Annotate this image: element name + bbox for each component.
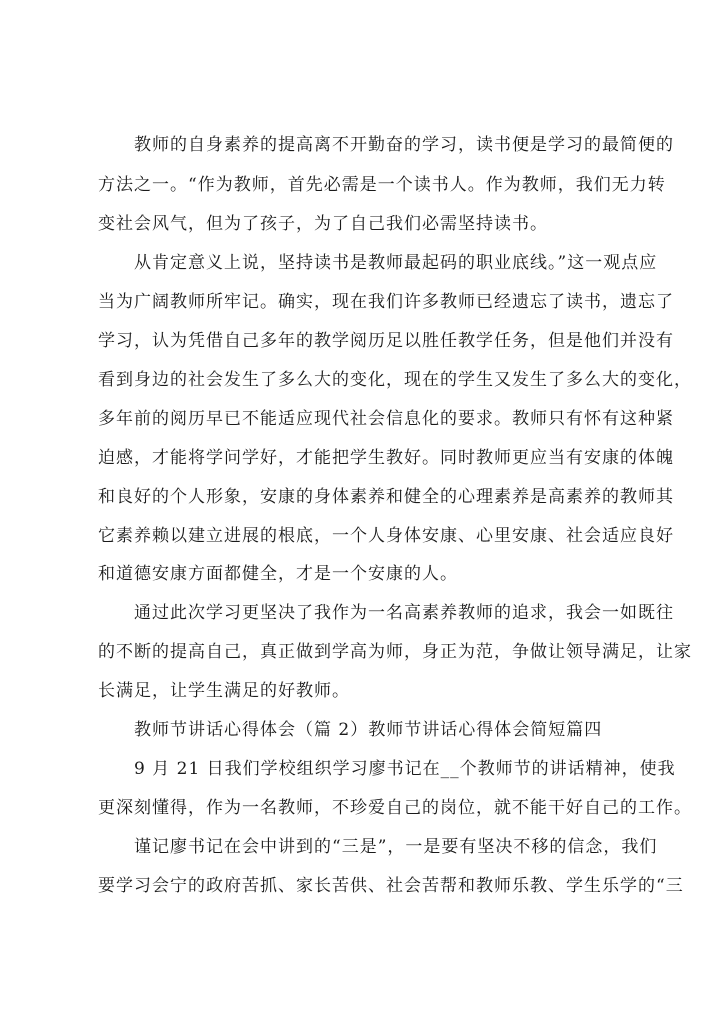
text-line: 长满足，让学生满足的好教师。 [98,681,350,701]
text-line: 多年前的阅历早已不能适应现代社会信息化的要求。教师只有怀有这种紧 [98,409,674,429]
text-line: 谨记廖书记在会中讲到的“三是”，一是要有坚决不移的信念，我们 [134,837,658,857]
text-line: 通过此次学习更坚决了我作为一名高素养教师的追求，我会一如既往 [134,603,674,623]
text-line: 和道德安康方面都健全，才是一个安康的人。 [98,564,458,584]
text-line: 迫感，才能将学问学好，才能把学生教好。同时教师更应当有安康的体魄 [98,448,674,468]
text-line: 教师的自身素养的提高离不开勤奋的学习，读书便是学习的最简便的 [134,135,674,155]
text-line: 它素养赖以建立进展的根底，一个人身体安康、心里安康、社会适应良好 [98,526,674,546]
text-line: 学习，认为凭借自己多年的教学阅历足以胜任教学任务，但是他们并没有 [98,331,674,351]
text-line: 和良好的个人形象，安康的身体素养和健全的心理素养是高素养的教师其 [98,487,674,507]
text-line: 变社会风气，但为了孩子，为了自己我们必需坚持读书。 [98,214,548,234]
text-line: 当为广阔教师所牢记。确实，现在我们许多教师已经遗忘了读书，遗忘了 [98,292,674,312]
text-line: 看到身边的社会发生了多么大的变化，现在的学生又发生了多么大的变化， [98,370,692,390]
text-line: 从肯定意义上说，坚持读书是教师最起码的职业底线。”这一观点应 [134,253,658,273]
text-line: 的不断的提高自己，真正做到学高为师，身正为范，争做让领导满足，让家 [98,642,692,662]
text-line: 9 月 21 日我们学校组织学习廖书记在__个教师节的讲话精神，使我 [134,759,676,779]
section-heading: 教师节讲话心得体会（篇 2）教师节讲话心得体会简短篇四 [134,720,603,740]
text-line: 更深刻懂得，作为一名教师，不珍爱自己的岗位，就不能干好自己的工作。 [98,798,692,818]
text-line: 方法之一。“作为教师，首先必需是一个读书人。作为教师，我们无力转 [98,175,666,195]
text-line: 要学习会宁的政府苦抓、家长苦供、社会苦帮和教师乐教、学生乐学的“三 [98,876,684,896]
